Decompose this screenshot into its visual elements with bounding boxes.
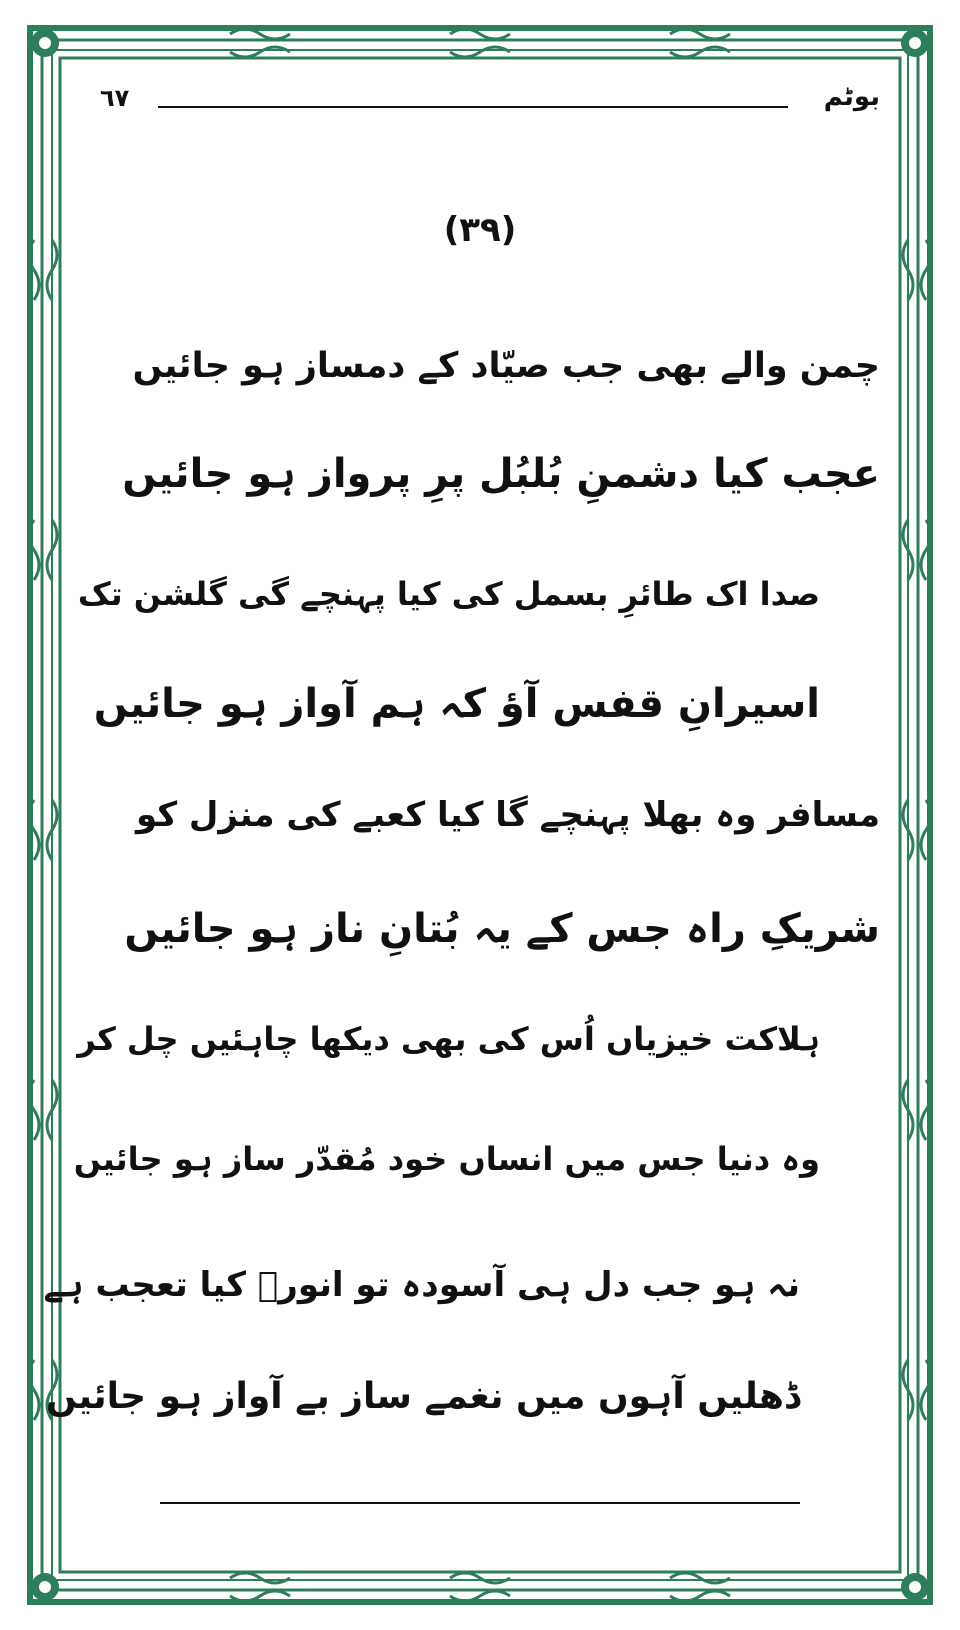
verse-line: وہ دنیا جس میں انساں خود مُقدّر ساز ہو جائیں (73, 1140, 820, 1178)
verse-line: عجب کیا دشمنِ بُلبُل پرِ پرواز ہو جائیں (122, 451, 880, 497)
verse-line: نہ ہو جب دل ہی آسودہ تو انورؔ کیا تعجب ہے (43, 1265, 800, 1305)
verse-line: صدا اک طائرِ بسمل کی کیا پہنچے گی گلشن تک (77, 575, 820, 613)
footer-rule (160, 1502, 800, 1504)
page-number: ٦٧ (100, 84, 130, 112)
verse-line: چمن والے بھی جب صیّاد کے دمساز ہو جائیں (132, 346, 880, 386)
verse-line: ڈھلیں آہوں میں نغمے ساز بے آواز ہو جائیں (46, 1376, 800, 1417)
verse-line: اسیرانِ قفس آؤ کہ ہم آواز ہو جائیں (93, 681, 820, 727)
running-title: بوٹم (823, 82, 880, 112)
verse-line: ہلاکت خیزیاں اُس کی بھی دیکھا چاہئیں چل کر (77, 1020, 820, 1058)
verse-line: مسافر وہ بھلا پہنچے گا کیا کعبے کی منزل کو (136, 795, 880, 835)
poem-number: (۳۹) (443, 210, 517, 250)
verse-line: شریکِ راہ جس کے یہ بُتانِ ناز ہو جائیں (124, 906, 880, 952)
